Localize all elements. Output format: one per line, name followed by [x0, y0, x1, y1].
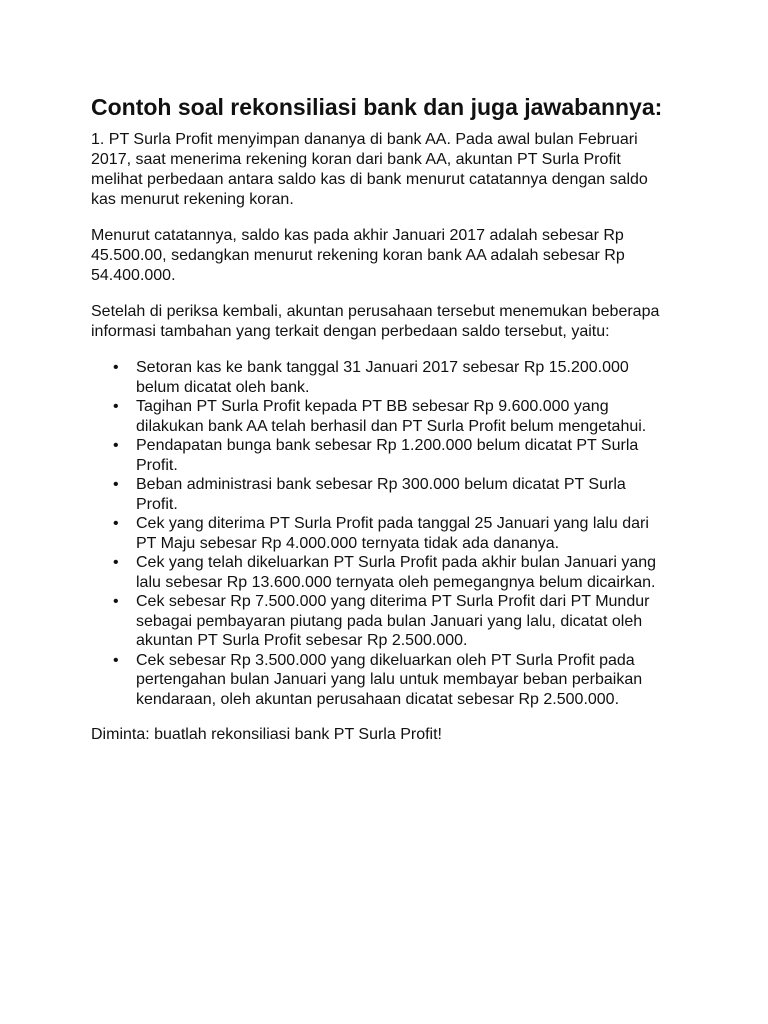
bullet-icon: • — [113, 437, 119, 454]
list-item — [91, 592, 691, 651]
list-item-line: Cek sebesar Rp 7.500.000 yang diterima PT Surla Profit dari PT Mundur — [136, 593, 650, 610]
list-item-line: pertengahan bulan Januari yang lalu untuk membayar beban perbaikan — [136, 671, 643, 688]
list-item-line: Setoran kas ke bank tanggal 31 Januari 2017 sebesar Rp 15.200.000 — [136, 359, 629, 376]
text-line: melihat perbedaan antara saldo kas di bank menurut catatannya dengan saldo — [91, 171, 648, 188]
closing-instruction: Diminta: buatlah rekonsiliasi bank PT Surla Profit! — [91, 726, 442, 743]
list-item-line: Profit. — [136, 456, 178, 474]
bullet-icon: • — [113, 593, 119, 610]
list-item-line: sebagai pembayaran piutang pada bulan Januari yang lalu, dicatat oleh — [136, 612, 643, 630]
bullet-icon: • — [113, 554, 119, 571]
list-item — [91, 436, 691, 475]
list-item — [91, 397, 691, 436]
list-item-line: kendaraan, oleh akuntan perusahaan dicatat sebesar Rp 2.500.000. — [136, 690, 620, 708]
text-line: Menurut catatannya, saldo kas pada akhir Januari 2017 adalah sebesar Rp — [91, 227, 624, 244]
list-item — [91, 514, 691, 553]
list-item-line: belum dicatat oleh bank. — [136, 378, 310, 396]
paragraph-balances — [91, 226, 691, 286]
findings-list — [91, 358, 691, 709]
list-item-line: Profit. — [136, 495, 178, 513]
text-line: kas menurut rekening koran. — [91, 191, 294, 208]
document-title: Contoh soal rekonsiliasi bank dan juga jawabannya: — [91, 94, 663, 120]
document-page — [91, 92, 691, 761]
paragraph-findings — [91, 302, 691, 342]
list-item-line: Cek yang diterima PT Surla Profit pada tanggal 25 Januari yang lalu dari — [136, 515, 649, 532]
bullet-icon: • — [113, 476, 119, 493]
bullet-icon: • — [113, 398, 119, 415]
list-item-line: Cek sebesar Rp 3.500.000 yang dikeluarkan oleh PT Surla Profit pada — [136, 651, 635, 669]
list-item — [91, 651, 691, 710]
text-line: informasi tambahan yang terkait dengan perbedaan saldo tersebut, yaitu: — [91, 323, 610, 340]
list-item-line: Pendapatan bunga bank sebesar Rp 1.200.000 belum dicatat PT Surla — [136, 437, 639, 454]
text-line: 1. PT Surla Profit menyimpan dananya di bank AA. Pada awal bulan Februari — [91, 131, 638, 148]
list-item-line: Cek yang telah dikeluarkan PT Surla Profit pada akhir bulan Januari yang — [136, 554, 657, 571]
bullet-icon: • — [113, 651, 119, 669]
list-item-line: Beban administrasi bank sebesar Rp 300.000 belum dicatat PT Surla — [136, 476, 626, 493]
text-line: 54.400.000. — [91, 267, 176, 284]
text-line: 45.500.00, sedangkan menurut rekening koran bank AA adalah sebesar Rp — [91, 247, 625, 264]
list-item-line: PT Maju sebesar Rp 4.000.000 ternyata tidak ada dananya. — [136, 534, 560, 552]
text-line: Setelah di periksa kembali, akuntan perusahaan tersebut menemukan beberapa — [91, 303, 660, 320]
bullet-icon: • — [113, 359, 119, 376]
list-item-line: lalu sebesar Rp 13.600.000 ternyata oleh pemegangnya belum dicairkan. — [136, 573, 656, 591]
bullet-icon: • — [113, 515, 119, 532]
list-item-line: dilakukan bank AA telah berhasil dan PT Surla Profit belum mengetahui. — [136, 417, 647, 435]
paragraph-intro — [91, 130, 691, 210]
list-item-line: Tagihan PT Surla Profit kepada PT BB sebesar Rp 9.600.000 yang — [136, 398, 609, 415]
list-item — [91, 475, 691, 514]
list-item — [91, 553, 691, 592]
list-item-line: akuntan PT Surla Profit sebesar Rp 2.500.000. — [136, 632, 468, 649]
list-item — [91, 358, 691, 397]
text-line: 2017, saat menerima rekening koran dari bank AA, akuntan PT Surla Profit — [91, 151, 621, 168]
